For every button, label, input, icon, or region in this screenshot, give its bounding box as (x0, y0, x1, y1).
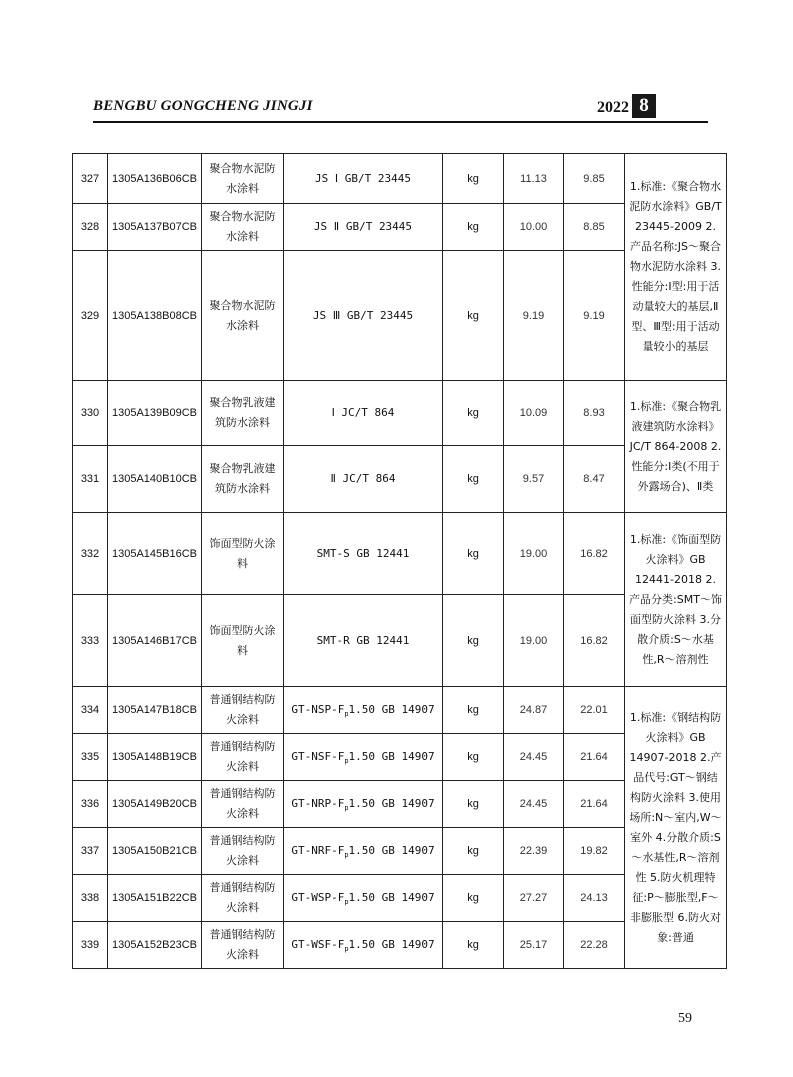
material-code: 1305A137B07CB (108, 204, 202, 251)
price-with-tax: 9.19 (504, 251, 564, 381)
price-with-tax: 9.57 (504, 446, 564, 513)
price-with-tax: 10.00 (504, 204, 564, 251)
material-code: 1305A145B16CB (108, 513, 202, 595)
price-without-tax: 16.82 (564, 513, 625, 595)
spec-standard (284, 828, 443, 875)
material-code: 1305A139B09CB (108, 381, 202, 446)
material-name: 普通钢结构防火涂料 (202, 828, 284, 875)
price-without-tax: 24.13 (564, 875, 625, 922)
unit: kg (443, 204, 504, 251)
material-code: 1305A150B21CB (108, 828, 202, 875)
table-row (73, 154, 727, 204)
price-with-tax: 24.45 (504, 781, 564, 828)
spec-standard (284, 687, 443, 734)
material-name: 普通钢结构防火涂料 (202, 875, 284, 922)
spec-text-suffix: 1.50 GB 14907 (348, 749, 435, 763)
price-without-tax: 22.28 (564, 922, 625, 969)
price-without-tax: 8.85 (564, 204, 625, 251)
unit: kg (443, 154, 504, 204)
spec-standard (284, 734, 443, 781)
price-with-tax: 11.13 (504, 154, 564, 204)
price-with-tax: 24.87 (504, 687, 564, 734)
spec-standard (284, 513, 443, 595)
spec-standard (284, 251, 443, 381)
material-code: 1305A138B08CB (108, 251, 202, 381)
spec-standard (284, 922, 443, 969)
spec-text: Ⅱ JC/T 864 (330, 472, 396, 485)
spec-text: JS Ⅰ GB/T 23445 (315, 171, 411, 185)
table-row (73, 513, 727, 595)
price-without-tax: 19.82 (564, 828, 625, 875)
price-with-tax: 10.09 (504, 381, 564, 446)
price-with-tax: 27.27 (504, 875, 564, 922)
material-name: 聚合物乳液建筑防水涂料 (202, 446, 284, 513)
issue-number-badge: 8 (632, 94, 656, 118)
unit: kg (443, 687, 504, 734)
price-without-tax: 9.19 (564, 251, 625, 381)
spec-text-suffix: 1.50 GB 14907 (348, 796, 435, 810)
material-name: 普通钢结构防火涂料 (202, 922, 284, 969)
unit: kg (443, 446, 504, 513)
material-code: 1305A152B23CB (108, 922, 202, 969)
remark-cell: 1.标准:《聚合物水泥防水涂料》GB/T 23445-2009 2. 产品名称:JS～聚合物水泥防水涂料 3.性能分:Ⅰ型:用于活动量较大的基层,Ⅱ型、Ⅲ型:用于活动量较小的基层 (625, 154, 727, 381)
row-number: 333 (73, 595, 108, 687)
spec-text: GT-WSP-F (291, 890, 345, 904)
unit: kg (443, 828, 504, 875)
unit: kg (443, 381, 504, 446)
row-number: 332 (73, 513, 108, 595)
price-table (72, 153, 727, 969)
spec-text: GT-WSF-F (291, 937, 345, 951)
spec-text: GT-NSF-F (291, 749, 345, 763)
material-name: 普通钢结构防火涂料 (202, 687, 284, 734)
spec-subscript: p (344, 850, 349, 859)
price-without-tax: 21.64 (564, 781, 625, 828)
spec-text: JS Ⅱ GB/T 23445 (313, 220, 413, 233)
spec-standard (284, 154, 443, 204)
material-code: 1305A136B06CB (108, 154, 202, 204)
price-without-tax: 22.01 (564, 687, 625, 734)
row-number: 335 (73, 734, 108, 781)
journal-title: BENGBU GONGCHENG JINGJI (93, 98, 313, 114)
price-with-tax: 19.00 (504, 595, 564, 687)
remark-cell: 1.标准:《钢结构防火涂料》GB 14907-2018 2.产品代号:GT～钢结构防火涂料 3.使用场所:N～室内,W～室外 4.分散介质:S～水基性,R～溶剂性 5.防火机理特征:P～膨胀型,F～非膨胀型 6.防火对象:普通 (625, 687, 727, 969)
issue-year: 2022 (597, 99, 629, 116)
price-with-tax: 19.00 (504, 513, 564, 595)
row-number: 339 (73, 922, 108, 969)
table-row (73, 381, 727, 446)
row-number: 337 (73, 828, 108, 875)
unit: kg (443, 513, 504, 595)
material-code: 1305A147B18CB (108, 687, 202, 734)
spec-standard (284, 875, 443, 922)
material-code: 1305A151B22CB (108, 875, 202, 922)
material-code: 1305A148B19CB (108, 734, 202, 781)
material-name: 普通钢结构防火涂料 (202, 734, 284, 781)
material-code: 1305A149B20CB (108, 781, 202, 828)
spec-text-suffix: 1.50 GB 14907 (348, 843, 435, 857)
price-without-tax: 9.85 (564, 154, 625, 204)
remark-cell: 1.标准:《饰面型防火涂料》GB 12441-2018 2. 产品分类:SMT～饰面型防火涂料 3.分散介质:S～水基性,R～溶剂性 (625, 513, 727, 687)
material-name: 聚合物水泥防水涂料 (202, 251, 284, 381)
spec-text: JS Ⅲ GB/T 23445 (312, 308, 414, 322)
material-code: 1305A140B10CB (108, 446, 202, 513)
spec-subscript: p (344, 944, 349, 953)
spec-standard (284, 595, 443, 687)
header-rule (93, 121, 708, 123)
row-number: 330 (73, 381, 108, 446)
row-number: 338 (73, 875, 108, 922)
table-row (73, 687, 727, 734)
row-number: 329 (73, 251, 108, 381)
spec-standard (284, 204, 443, 251)
spec-text: GT-NSP-F (291, 702, 345, 716)
material-name: 普通钢结构防火涂料 (202, 781, 284, 828)
unit: kg (443, 251, 504, 381)
spec-subscript: p (344, 756, 349, 765)
row-number: 327 (73, 154, 108, 204)
spec-standard (284, 381, 443, 446)
spec-text-suffix: 1.50 GB 14907 (348, 890, 435, 904)
spec-text: GT-NRP-F (291, 796, 345, 810)
price-with-tax: 22.39 (504, 828, 564, 875)
spec-subscript: p (344, 897, 349, 906)
material-code: 1305A146B17CB (108, 595, 202, 687)
material-name: 聚合物乳液建筑防水涂料 (202, 381, 284, 446)
row-number: 336 (73, 781, 108, 828)
unit: kg (443, 734, 504, 781)
material-name: 饰面型防火涂料 (202, 595, 284, 687)
row-number: 334 (73, 687, 108, 734)
price-without-tax: 21.64 (564, 734, 625, 781)
price-without-tax: 16.82 (564, 595, 625, 687)
spec-subscript: p (344, 709, 349, 718)
unit: kg (443, 595, 504, 687)
spec-text-suffix: 1.50 GB 14907 (348, 702, 435, 716)
page-number: 59 (678, 1011, 692, 1026)
spec-standard (284, 781, 443, 828)
price-with-tax: 25.17 (504, 922, 564, 969)
spec-standard (284, 446, 443, 513)
price-without-tax: 8.47 (564, 446, 625, 513)
remark-cell: 1.标准:《聚合物乳液建筑防水涂料》JC/T 864-2008 2. 性能分:Ⅰ类(不用于外露场合)、Ⅱ类 (625, 381, 727, 513)
material-name: 聚合物水泥防水涂料 (202, 154, 284, 204)
material-name: 聚合物水泥防水涂料 (202, 204, 284, 251)
row-number: 331 (73, 446, 108, 513)
spec-text: SMT-S GB 12441 (316, 546, 410, 560)
unit: kg (443, 875, 504, 922)
spec-text: GT-NRF-F (291, 843, 345, 857)
price-without-tax: 8.93 (564, 381, 625, 446)
row-number: 328 (73, 204, 108, 251)
material-name: 饰面型防火涂料 (202, 513, 284, 595)
spec-text: Ⅰ JC/T 864 (331, 406, 395, 419)
spec-subscript: p (344, 803, 349, 812)
spec-text: SMT-R GB 12441 (316, 633, 410, 647)
unit: kg (443, 922, 504, 969)
price-with-tax: 24.45 (504, 734, 564, 781)
spec-text-suffix: 1.50 GB 14907 (348, 937, 435, 951)
unit: kg (443, 781, 504, 828)
